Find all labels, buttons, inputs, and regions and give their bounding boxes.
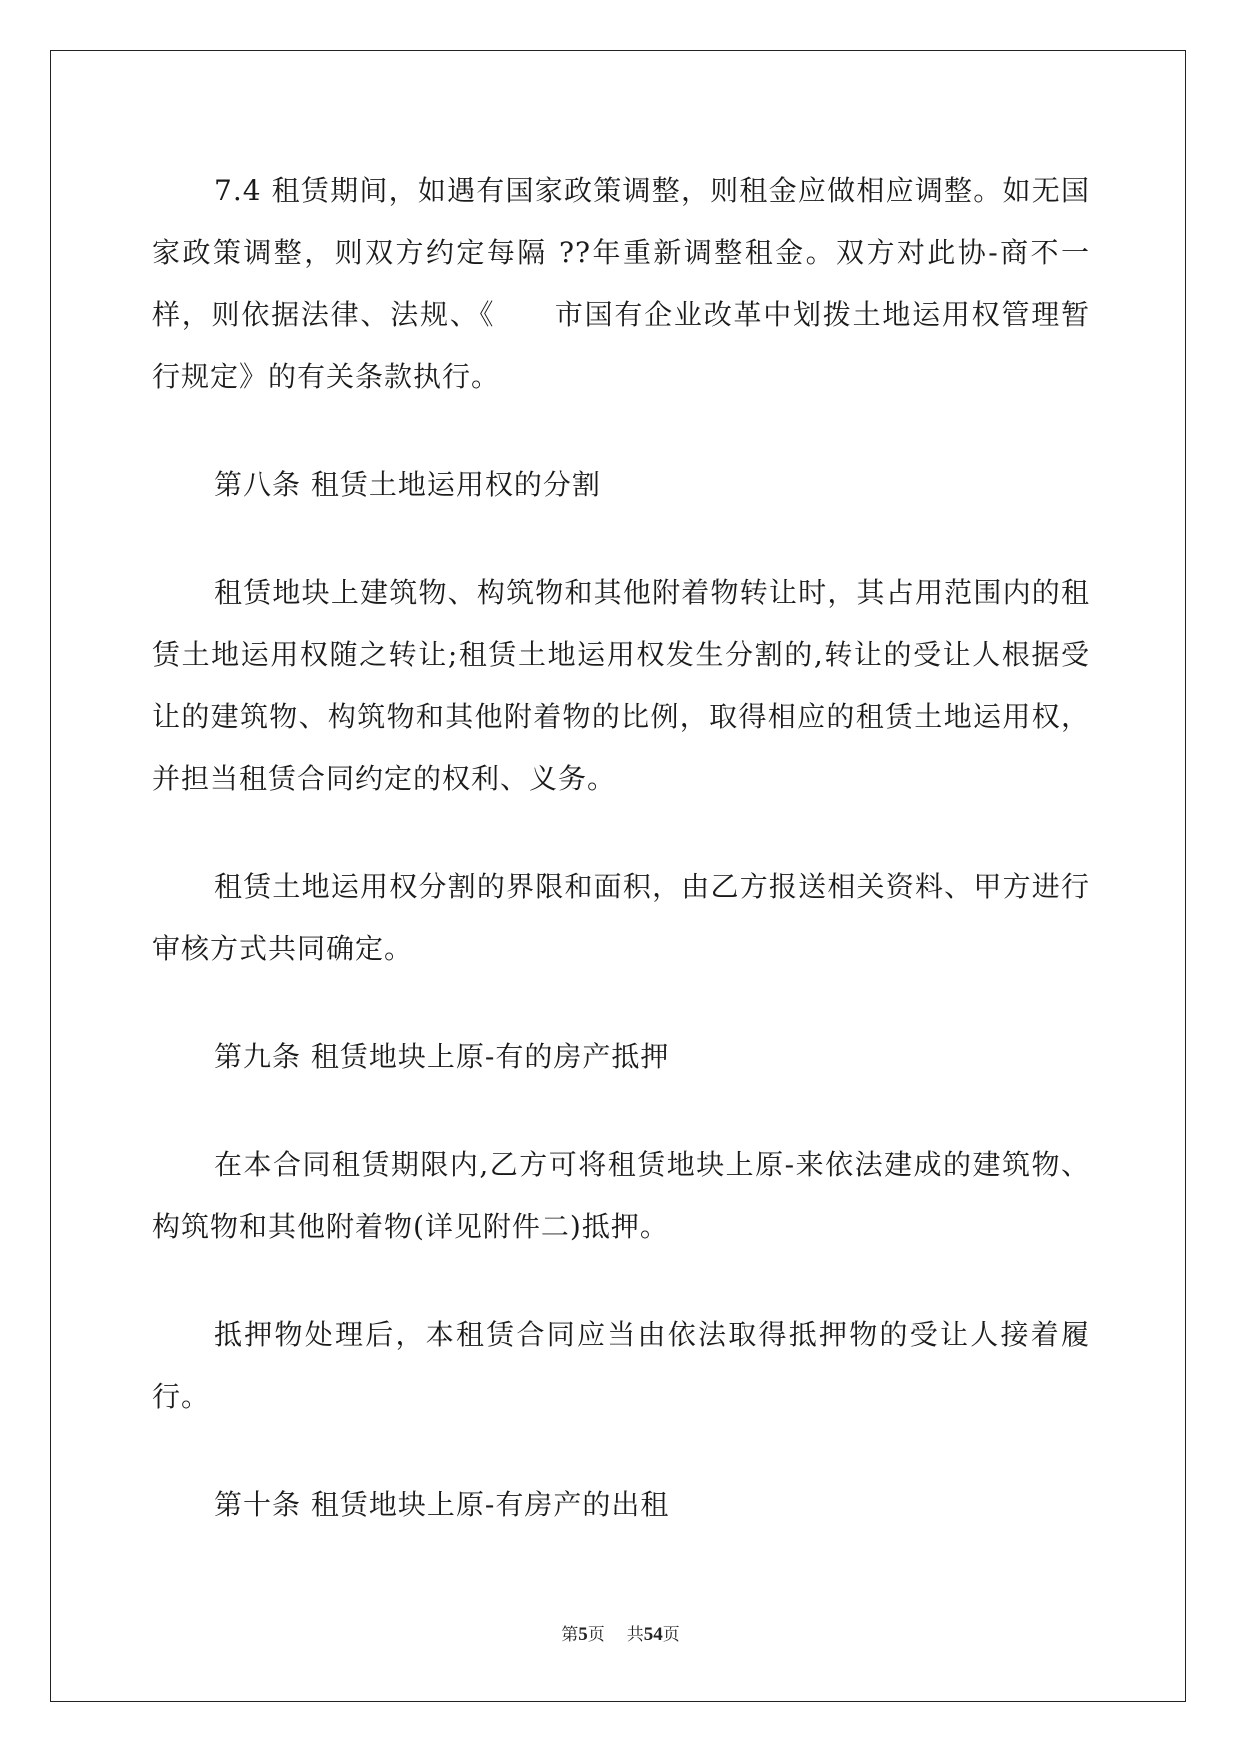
article-9-heading: 第九条 租赁地块上原-有的房产抵押 (214, 1040, 670, 1073)
footer-total-prefix: 共 (626, 1625, 644, 1645)
paragraph-article-9-1: 在本合同租赁期限内,乙方可将租赁地块上原-来依法建成的建筑物、构筑物和其他附着物(详见附件二)抵押。 (152, 1148, 1090, 1243)
paragraph-article-8-2: 租赁土地运用权分割的界限和面积，由乙方报送相关资料、甲方进行审核方式共同确定。 (152, 870, 1090, 965)
page-footer (0, 1620, 1241, 1646)
paragraph-article-8-1: 租赁地块上建筑物、构筑物和其他附着物转让时，其占用范围内的租赁土地运用权随之转让;租赁土地运用权发生分割的,转让的受让人根据受让的建筑物、构筑物和其他附着物的比例，取得相应的租赁土地运用权，并担当租赁合同约定的权利、义务。 (152, 576, 1090, 795)
footer-page-suffix: 页 (587, 1625, 605, 1645)
footer-total-pages: 54 (643, 1624, 663, 1645)
article-8-heading: 第八条 租赁土地运用权的分割 (214, 468, 601, 501)
footer-page-number: 5 (578, 1624, 588, 1645)
document-body (152, 160, 1090, 1536)
paragraph-article-9-2: 抵押物处理后，本租赁合同应当由依法取得抵押物的受让人接着履行。 (152, 1318, 1090, 1413)
footer-total-suffix: 页 (662, 1625, 680, 1645)
footer-page-prefix: 第 (561, 1625, 579, 1645)
article-10-heading: 第十条 租赁地块上原-有房产的出租 (214, 1488, 670, 1521)
paragraph-7-4: 7.4 租赁期间，如遇有国家政策调整，则租金应做相应调整。如无国家政策调整，则双方约定每隔 ??年重新调整租金。双方对此协-商不一样，则依据法律、法规、《 市国有企业改革中划拨土地运用权管理暂行规定》的有关条款执行。 (152, 174, 1090, 393)
